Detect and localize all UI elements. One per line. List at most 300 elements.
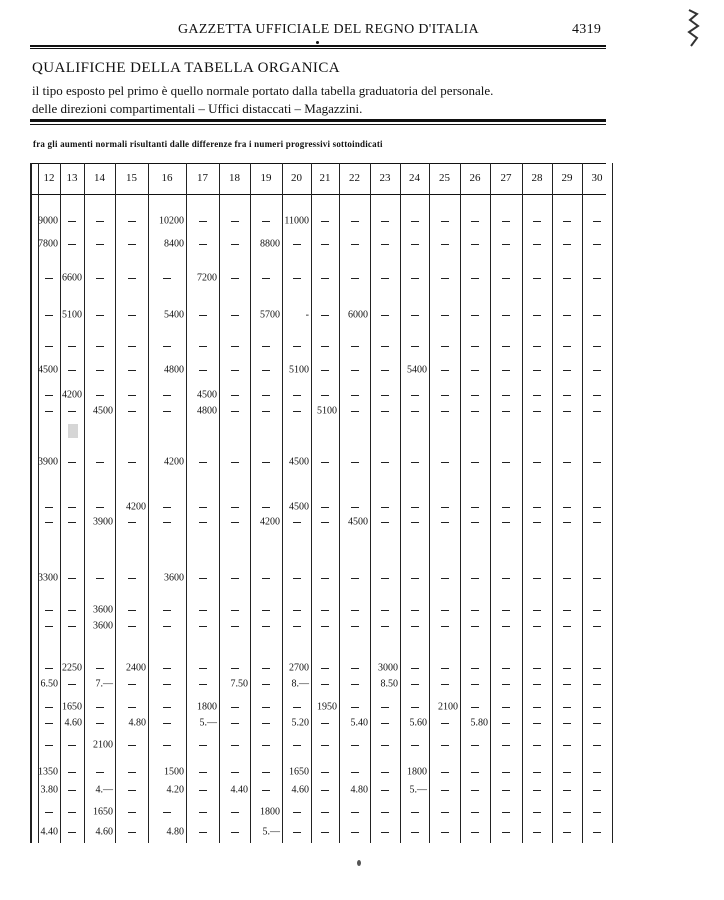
column-header: 18 <box>229 172 240 184</box>
table-cell: 5.60 <box>409 717 427 729</box>
empty-cell-dash <box>262 278 270 279</box>
empty-cell-dash <box>68 745 76 746</box>
empty-cell-dash <box>502 668 510 669</box>
column-header: 27 <box>500 172 512 184</box>
empty-cell-dash <box>593 790 601 791</box>
column-header: 26 <box>469 172 481 184</box>
table-cell: 4.60 <box>95 826 113 838</box>
empty-cell-dash <box>321 221 329 222</box>
empty-cell-dash <box>593 610 601 611</box>
empty-cell-dash <box>441 772 449 773</box>
table-cell: 4.40 <box>40 826 58 838</box>
empty-cell-dash <box>471 626 479 627</box>
empty-cell-dash <box>441 278 449 279</box>
table-cell: 5100 <box>62 309 82 321</box>
table-cell: 4200 <box>62 389 82 401</box>
empty-cell-dash <box>231 462 239 463</box>
empty-cell-dash <box>563 790 571 791</box>
empty-cell-dash <box>293 745 301 746</box>
empty-cell-dash <box>351 278 359 279</box>
empty-cell-dash <box>68 832 76 833</box>
empty-cell-dash <box>471 668 479 669</box>
empty-cell-dash <box>45 411 53 412</box>
empty-cell-dash <box>128 684 136 685</box>
empty-cell-dash <box>411 411 419 412</box>
empty-cell-dash <box>128 395 136 396</box>
table-cell: 1350 <box>38 766 58 778</box>
empty-cell-dash <box>563 626 571 627</box>
empty-cell-dash <box>45 626 53 627</box>
empty-cell-dash <box>231 395 239 396</box>
empty-cell-dash <box>502 462 510 463</box>
empty-cell-dash <box>411 346 419 347</box>
empty-cell-dash <box>45 723 53 724</box>
empty-cell-dash <box>231 626 239 627</box>
empty-cell-dash <box>563 610 571 611</box>
empty-cell-dash <box>96 723 104 724</box>
empty-cell-dash <box>563 707 571 708</box>
empty-cell-dash <box>262 626 270 627</box>
empty-cell-dash <box>533 221 541 222</box>
empty-cell-dash <box>199 244 207 245</box>
empty-cell-dash <box>231 610 239 611</box>
empty-cell-dash <box>351 684 359 685</box>
empty-cell-dash <box>262 411 270 412</box>
empty-cell-dash <box>163 278 171 279</box>
empty-cell-dash <box>563 832 571 833</box>
empty-cell-dash <box>68 522 76 523</box>
table-column-rule <box>429 163 430 843</box>
empty-cell-dash <box>199 668 207 669</box>
empty-cell-dash <box>231 832 239 833</box>
empty-cell-dash <box>293 346 301 347</box>
empty-cell-dash <box>231 507 239 508</box>
table-cell: 4800 <box>197 405 217 417</box>
empty-cell-dash <box>593 244 601 245</box>
table-cell: 5.80 <box>470 717 488 729</box>
header-rule <box>30 45 606 47</box>
table-cell: 6600 <box>62 272 82 284</box>
empty-cell-dash <box>471 315 479 316</box>
empty-cell-dash <box>231 578 239 579</box>
table-column-rule <box>612 163 613 843</box>
empty-cell-dash <box>502 610 510 611</box>
empty-cell-dash <box>262 221 270 222</box>
empty-cell-dash <box>411 745 419 746</box>
empty-cell-dash <box>533 578 541 579</box>
table-cell: 4.60 <box>64 717 82 729</box>
table-cell: 4500 <box>289 501 309 513</box>
empty-cell-dash <box>231 723 239 724</box>
table-cell: 10200 <box>159 215 184 227</box>
empty-cell-dash <box>68 578 76 579</box>
empty-cell-dash <box>293 610 301 611</box>
table-cell: 4.80 <box>166 826 184 838</box>
empty-cell-dash <box>502 723 510 724</box>
empty-cell-dash <box>96 707 104 708</box>
empty-cell-dash <box>293 411 301 412</box>
column-header: 16 <box>161 172 173 184</box>
empty-cell-dash <box>321 684 329 685</box>
empty-cell-dash <box>199 812 207 813</box>
empty-cell-dash <box>128 626 136 627</box>
table-cell: 5400 <box>164 309 184 321</box>
empty-cell-dash <box>441 346 449 347</box>
empty-cell-dash <box>68 507 76 508</box>
table-cell: 2700 <box>289 662 309 674</box>
empty-cell-dash <box>262 723 270 724</box>
empty-cell-dash <box>381 772 389 773</box>
empty-cell-dash <box>441 507 449 508</box>
table-cell: 5700 <box>260 309 280 321</box>
table-cell: 3900 <box>93 516 113 528</box>
column-header: 28 <box>531 172 543 184</box>
empty-cell-dash <box>411 315 419 316</box>
empty-cell-dash <box>381 790 389 791</box>
empty-cell-dash <box>351 370 359 371</box>
header-rule-thin <box>30 48 606 49</box>
empty-cell-dash <box>68 626 76 627</box>
empty-cell-dash <box>441 745 449 746</box>
empty-cell-dash <box>563 507 571 508</box>
empty-cell-dash <box>381 315 389 316</box>
empty-cell-dash <box>593 346 601 347</box>
empty-cell-dash <box>411 578 419 579</box>
empty-cell-dash <box>96 772 104 773</box>
table-column-rule <box>522 163 523 843</box>
empty-cell-dash <box>351 626 359 627</box>
empty-cell-dash <box>471 411 479 412</box>
empty-cell-dash <box>411 395 419 396</box>
empty-cell-dash <box>231 411 239 412</box>
empty-cell-dash <box>321 772 329 773</box>
table-cell: 11000 <box>284 215 309 227</box>
empty-cell-dash <box>321 315 329 316</box>
empty-cell-dash <box>128 745 136 746</box>
empty-cell-dash <box>381 610 389 611</box>
table-column-rule <box>148 163 149 843</box>
section-title: QUALIFICHE DELLA TABELLA ORGANICA <box>32 60 340 76</box>
empty-cell-dash <box>502 411 510 412</box>
empty-cell-dash <box>163 411 171 412</box>
empty-cell-dash <box>563 578 571 579</box>
empty-cell-dash <box>533 395 541 396</box>
column-header: 13 <box>66 172 78 184</box>
empty-cell-dash <box>293 832 301 833</box>
table-cell: 3900 <box>38 456 58 468</box>
section-rule <box>30 119 606 122</box>
table-cell: 5.— <box>409 784 427 796</box>
empty-cell-dash <box>411 832 419 833</box>
empty-cell-dash <box>502 395 510 396</box>
empty-cell-dash <box>128 411 136 412</box>
empty-cell-dash <box>411 812 419 813</box>
empty-cell-dash <box>262 462 270 463</box>
empty-cell-dash <box>471 832 479 833</box>
empty-cell-dash <box>411 507 419 508</box>
empty-cell-dash <box>45 522 53 523</box>
table-cell: 1650 <box>93 806 113 818</box>
empty-cell-dash <box>381 707 389 708</box>
empty-cell-dash <box>199 626 207 627</box>
empty-cell-dash <box>533 346 541 347</box>
empty-cell-dash <box>163 395 171 396</box>
empty-cell-dash <box>533 790 541 791</box>
empty-cell-dash <box>321 522 329 523</box>
empty-cell-dash <box>533 832 541 833</box>
empty-cell-dash <box>502 315 510 316</box>
table-cell: 2100 <box>93 739 113 751</box>
table-column-rule <box>311 163 312 843</box>
empty-cell-dash <box>68 370 76 371</box>
empty-cell-dash <box>471 745 479 746</box>
empty-cell-dash <box>96 244 104 245</box>
empty-cell-dash <box>45 278 53 279</box>
empty-cell-dash <box>351 346 359 347</box>
empty-cell-dash <box>411 522 419 523</box>
empty-cell-dash <box>593 507 601 508</box>
empty-cell-dash <box>321 278 329 279</box>
empty-cell-dash <box>96 578 104 579</box>
empty-cell-dash <box>293 626 301 627</box>
empty-cell-dash <box>321 244 329 245</box>
empty-cell-dash <box>321 610 329 611</box>
empty-cell-dash <box>231 668 239 669</box>
empty-cell-dash <box>128 812 136 813</box>
empty-cell-dash <box>502 370 510 371</box>
empty-cell-dash <box>231 370 239 371</box>
empty-cell-dash <box>381 812 389 813</box>
column-header: 29 <box>561 172 573 184</box>
column-header: 30 <box>591 172 603 184</box>
empty-cell-dash <box>163 723 171 724</box>
empty-cell-dash <box>533 610 541 611</box>
empty-cell-dash <box>351 812 359 813</box>
empty-cell-dash <box>441 315 449 316</box>
table-column-rule <box>370 163 371 843</box>
empty-cell-dash <box>381 522 389 523</box>
empty-cell-dash <box>163 684 171 685</box>
empty-cell-dash <box>381 244 389 245</box>
empty-cell-dash <box>199 832 207 833</box>
empty-cell-dash <box>471 221 479 222</box>
empty-cell-dash <box>593 832 601 833</box>
empty-cell-dash <box>563 370 571 371</box>
empty-cell-dash <box>199 507 207 508</box>
empty-cell-dash <box>411 610 419 611</box>
empty-cell-dash <box>563 462 571 463</box>
table-cell: 1800 <box>260 806 280 818</box>
empty-cell-dash <box>593 745 601 746</box>
empty-cell-dash <box>45 346 53 347</box>
empty-cell-dash <box>321 626 329 627</box>
table-column-rule <box>582 163 583 843</box>
empty-cell-dash <box>563 522 571 523</box>
empty-cell-dash <box>96 507 104 508</box>
empty-cell-dash <box>96 370 104 371</box>
empty-cell-dash <box>441 626 449 627</box>
empty-cell-dash <box>411 684 419 685</box>
empty-cell-dash <box>441 370 449 371</box>
table-column-rule <box>60 163 61 843</box>
empty-cell-dash <box>128 772 136 773</box>
column-header: 17 <box>197 172 208 184</box>
empty-cell-dash <box>293 707 301 708</box>
empty-cell-dash <box>231 278 239 279</box>
empty-cell-dash <box>381 395 389 396</box>
empty-cell-dash <box>128 221 136 222</box>
table-cell: 5100 <box>317 405 337 417</box>
empty-cell-dash <box>471 462 479 463</box>
table-cell: 3.80 <box>40 784 58 796</box>
empty-cell-dash <box>502 812 510 813</box>
table-cell: 1500 <box>164 766 184 778</box>
empty-cell-dash <box>411 626 419 627</box>
empty-cell-dash <box>533 507 541 508</box>
empty-cell-dash <box>262 346 270 347</box>
empty-cell-dash <box>593 221 601 222</box>
empty-cell-dash <box>533 370 541 371</box>
table-cell: 1650 <box>289 766 309 778</box>
empty-cell-dash <box>128 278 136 279</box>
empty-cell-dash <box>231 315 239 316</box>
empty-cell-dash <box>293 578 301 579</box>
column-header: 15 <box>126 172 137 184</box>
table-cell: 2250 <box>62 662 82 674</box>
table-cell: 8800 <box>260 238 280 250</box>
empty-cell-dash <box>441 395 449 396</box>
empty-cell-dash <box>351 745 359 746</box>
empty-cell-dash <box>471 395 479 396</box>
empty-cell-dash <box>68 221 76 222</box>
empty-cell-dash <box>593 395 601 396</box>
empty-cell-dash <box>533 278 541 279</box>
empty-cell-dash <box>593 707 601 708</box>
empty-cell-dash <box>563 772 571 773</box>
empty-cell-dash <box>563 411 571 412</box>
empty-cell-dash <box>163 522 171 523</box>
table-header-rule <box>30 194 606 195</box>
table-cell: 1800 <box>197 701 217 713</box>
empty-cell-dash <box>351 610 359 611</box>
empty-cell-dash <box>471 370 479 371</box>
empty-cell-dash <box>502 221 510 222</box>
page-number: 4319 <box>572 22 602 37</box>
empty-cell-dash <box>502 522 510 523</box>
empty-cell-dash <box>381 626 389 627</box>
empty-cell-dash <box>128 790 136 791</box>
table-cell: 5100 <box>289 364 309 376</box>
empty-cell-dash <box>441 221 449 222</box>
empty-cell-dash <box>293 278 301 279</box>
empty-cell-dash <box>502 790 510 791</box>
empty-cell-dash <box>533 668 541 669</box>
table-cell: 5400 <box>407 364 427 376</box>
section-line-2: delle direzioni compartimentali – Uffici distaccati – Magazzini. <box>32 101 363 116</box>
empty-cell-dash <box>163 346 171 347</box>
table-column-rule <box>219 163 220 843</box>
empty-cell-dash <box>502 578 510 579</box>
empty-cell-dash <box>96 395 104 396</box>
empty-cell-dash <box>502 346 510 347</box>
empty-cell-dash <box>593 278 601 279</box>
table-cell: 3600 <box>93 604 113 616</box>
empty-cell-dash <box>381 221 389 222</box>
empty-cell-dash <box>321 745 329 746</box>
margin-stamp <box>686 8 700 48</box>
empty-cell-dash <box>563 315 571 316</box>
empty-cell-dash <box>231 346 239 347</box>
empty-cell-dash <box>199 346 207 347</box>
empty-cell-dash <box>471 507 479 508</box>
empty-cell-dash <box>199 610 207 611</box>
empty-cell-dash <box>262 707 270 708</box>
empty-cell-dash <box>471 812 479 813</box>
gazette-title: GAZZETTA UFFICIALE DEL REGNO D'ITALIA <box>178 22 479 37</box>
empty-cell-dash <box>199 684 207 685</box>
table-left-border <box>30 163 32 843</box>
empty-cell-dash <box>563 745 571 746</box>
table-cell: 8400 <box>164 238 184 250</box>
empty-cell-dash <box>533 812 541 813</box>
empty-cell-dash <box>502 626 510 627</box>
empty-cell-dash <box>128 578 136 579</box>
table-cell: 5.— <box>262 826 280 838</box>
empty-cell-dash <box>533 745 541 746</box>
empty-cell-dash <box>471 522 479 523</box>
empty-cell-dash <box>321 462 329 463</box>
empty-cell-dash <box>563 723 571 724</box>
empty-cell-dash <box>321 668 329 669</box>
empty-cell-dash <box>471 244 479 245</box>
empty-cell-dash <box>411 707 419 708</box>
empty-cell-dash <box>231 244 239 245</box>
section-rule-thin <box>30 124 606 125</box>
section-line-1: il tipo esposto pel primo è quello normale portato dalla tabella graduatoria del personale. <box>32 83 494 98</box>
empty-cell-dash <box>128 610 136 611</box>
empty-cell-dash <box>231 812 239 813</box>
empty-cell-dash <box>262 668 270 669</box>
empty-cell-dash <box>593 684 601 685</box>
empty-cell-dash <box>45 707 53 708</box>
empty-cell-dash <box>128 462 136 463</box>
empty-cell-dash <box>471 684 479 685</box>
empty-cell-dash <box>411 668 419 669</box>
table-cell: 4500 <box>38 364 58 376</box>
empty-cell-dash <box>163 507 171 508</box>
empty-cell-dash <box>593 626 601 627</box>
empty-cell-dash <box>96 278 104 279</box>
empty-cell-dash <box>321 370 329 371</box>
empty-cell-dash <box>163 745 171 746</box>
empty-cell-dash <box>293 244 301 245</box>
table-cell: 7200 <box>197 272 217 284</box>
empty-cell-dash <box>411 462 419 463</box>
empty-cell-dash <box>381 832 389 833</box>
empty-cell-dash <box>593 578 601 579</box>
empty-cell-dash <box>471 346 479 347</box>
empty-cell-dash <box>471 707 479 708</box>
empty-cell-dash <box>441 244 449 245</box>
table-cell: 3000 <box>378 662 398 674</box>
empty-cell-dash <box>68 610 76 611</box>
empty-cell-dash <box>593 522 601 523</box>
empty-cell-dash <box>593 668 601 669</box>
empty-cell-dash <box>471 790 479 791</box>
empty-cell-dash <box>563 395 571 396</box>
table-cell: - <box>305 309 309 321</box>
empty-cell-dash <box>199 578 207 579</box>
